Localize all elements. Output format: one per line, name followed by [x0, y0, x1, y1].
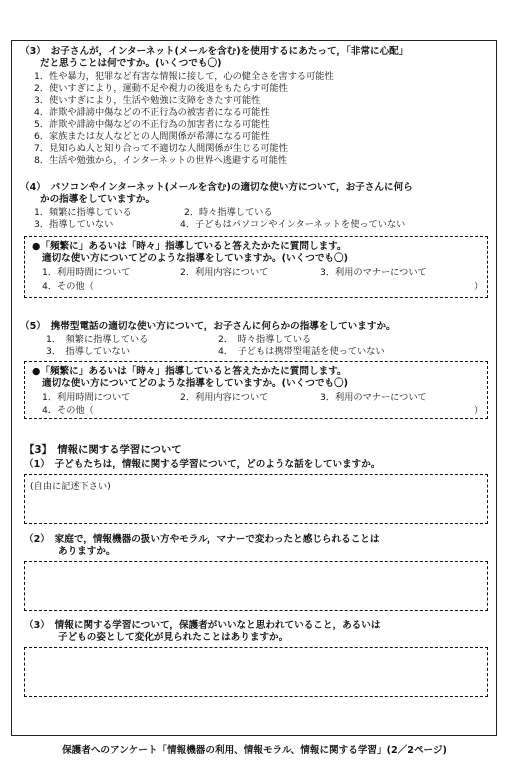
section3-heading: 【3】 情報に関する学習について — [24, 444, 182, 456]
q3-option-6[interactable]: 6．家族または友人などとの人間関係が希薄になる可能性 — [34, 131, 270, 142]
q4-option-2[interactable]: 2．時々指導している — [184, 207, 273, 218]
q5-followup-option-4[interactable]: 4．その他（ — [42, 405, 94, 416]
q3-option-1[interactable]: 1．性や暴力，犯罪など有害な情報に接して，心の健全さを害する可能性 — [34, 71, 334, 82]
q5-followup-option-3[interactable]: 3．利用のマナーについて — [320, 392, 427, 403]
q5-title: （5） 携帯型電話の適切な使い方について，お子さんに何らかの指導をしていますか。 — [20, 321, 396, 332]
s3-question-2-line2: ありますか。 — [58, 546, 116, 557]
q5-followup-title-line1: ●「頻繁に」あるいは「時々」指導していると答えたかたに質問します。 — [32, 366, 347, 377]
q4-option-4[interactable]: 4．子どもはパソコンやインターネットを使っていない — [180, 219, 406, 230]
q4-option-1[interactable]: 1．頻繁に指導している — [34, 207, 132, 218]
q3-title-line1: （3） お子さんが，インターネット(メールを含む)を使用するにあたって，「非常に心配」 — [20, 46, 409, 57]
q4-followup-close-paren: ） — [474, 281, 484, 292]
q5-followup-title-line2: 適切な使い方についてどのような指導をしていますか。(いくつでも〇) — [42, 378, 348, 389]
q3-option-8[interactable]: 8．生活や勉強から，インターネットの世界へ逃避する可能性 — [34, 155, 288, 166]
q3-option-5[interactable]: 5．詐欺や誹謗中傷などの不正行為の加害者になる可能性 — [34, 119, 270, 130]
s3-question-3-line2: 子どもの姿として変化が見られたことはありますか。 — [58, 632, 289, 643]
q4-followup-option-1[interactable]: 1．利用時間について — [42, 267, 131, 278]
s3-answer-1-placeholder: (自由に記述下さい) — [30, 481, 111, 492]
s3-answer-box-3[interactable] — [24, 647, 488, 697]
s3-answer-box-2[interactable] — [24, 561, 488, 611]
q5-option-3[interactable]: 3． 指導していない — [46, 346, 130, 357]
q5-followup-option-2[interactable]: 2．利用内容について — [180, 392, 269, 403]
q5-option-1[interactable]: 1． 頻繁に指導している — [46, 334, 149, 345]
s3-question-3-line1: （3） 情報に関する学習について，保護者がいいなと思われていること，あるいは — [24, 620, 381, 631]
q4-followup-option-3[interactable]: 3．利用のマナーについて — [320, 267, 427, 278]
q3-option-2[interactable]: 2．使いすぎにより，運動不足や視力の後退をもたらす可能性 — [34, 83, 288, 94]
q4-followup-option-2[interactable]: 2．利用内容について — [180, 267, 269, 278]
page-footer: 保護者へのアンケート「情報機器の利用、情報モラル、情報に関する学習」(2／2ページ) — [62, 745, 447, 756]
s3-question-1: （1） 子どもたちは，情報に関する学習について，どのような話をしていますか。 — [24, 459, 381, 470]
q5-followup-option-1[interactable]: 1．利用時間について — [42, 392, 131, 403]
q4-title-line1: （4） パソコンやインターネット(メールを含む)の適切な使い方について，お子さんに何ら — [20, 182, 413, 193]
q3-option-3[interactable]: 3．使いすぎにより，生活や勉強に支障をきたす可能性 — [34, 95, 261, 106]
q4-title-line2: かの指導をしていますか。 — [40, 194, 156, 205]
q5-option-4[interactable]: 4． 子どもは携帯型電話を使っていない — [218, 346, 385, 357]
q4-followup-option-4[interactable]: 4．その他（ — [42, 281, 94, 292]
q4-option-3[interactable]: 3．指導していない — [34, 219, 114, 230]
q3-title-line2: だと思うことは何ですか。(いくつでも〇) — [40, 58, 222, 69]
q3-option-7[interactable]: 7．見知らぬ人と知り合って不適切な人間関係が生じる可能性 — [34, 143, 288, 154]
q3-option-4[interactable]: 4．詐欺や誹謗中傷などの不正行為の被害者になる可能性 — [34, 107, 270, 118]
q5-followup-close-paren: ） — [474, 405, 484, 416]
q4-followup-title-line1: ●「頻繁に」あるいは「時々」指導していると答えたかたに質問します。 — [32, 241, 347, 252]
q5-option-2[interactable]: 2． 時々指導している — [218, 334, 312, 345]
s3-question-2-line1: （2） 家庭で，情報機器の扱い方やモラル，マナーで変わったと感じられることは — [24, 534, 380, 545]
q4-followup-title-line2: 適切な使い方についてどのような指導をしていますか。(いくつでも〇) — [42, 253, 348, 264]
